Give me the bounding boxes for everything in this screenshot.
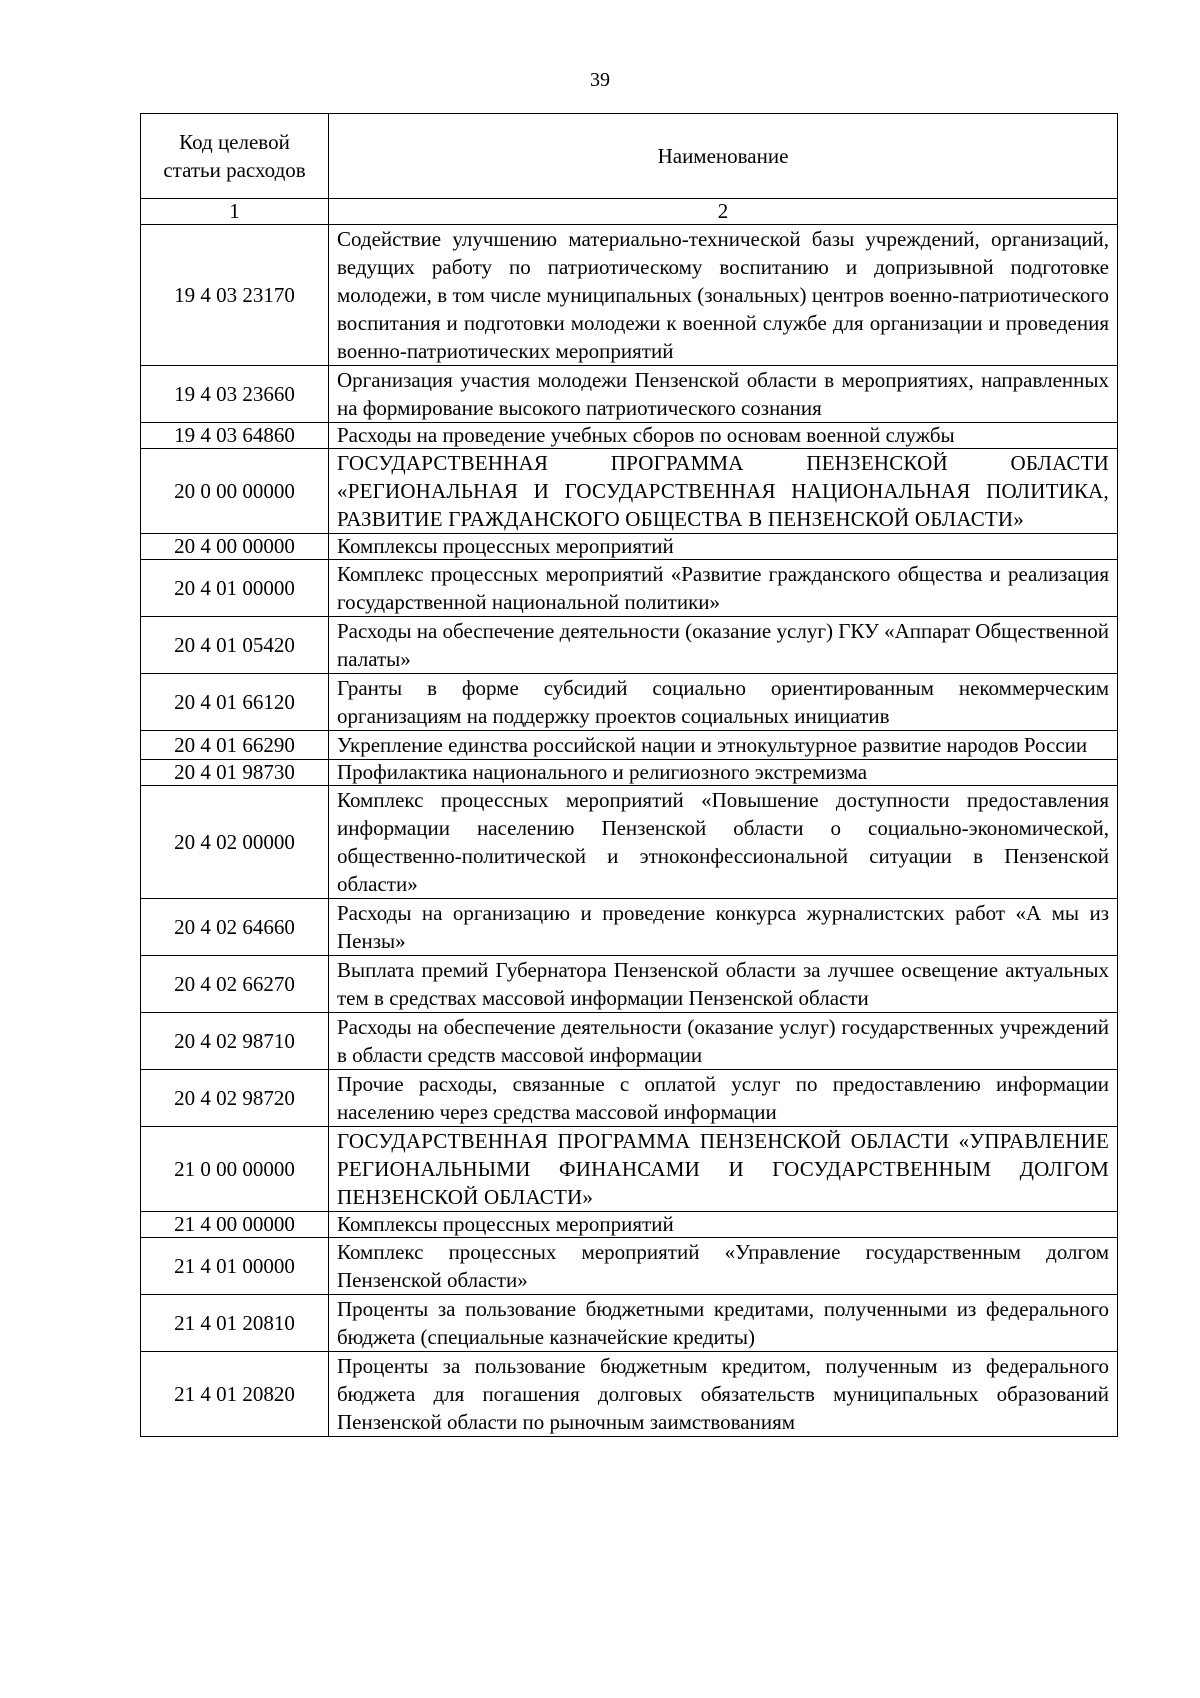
- page-number: 39: [590, 69, 610, 91]
- row-code: 19 4 03 23660: [141, 366, 329, 423]
- table-row: [141, 731, 1118, 760]
- table-header-row: [141, 114, 1118, 199]
- row-code: 20 4 02 66270: [141, 956, 329, 1013]
- row-name: Гранты в форме субсидий социально ориентированным некоммерческим организациям на поддержку проектов социальных инициатив: [329, 674, 1118, 731]
- row-code: 20 0 00 00000: [141, 449, 329, 534]
- row-name: Расходы на обеспечение деятельности (оказание услуг) государственных учреждений в области средств массовой информации: [329, 1013, 1118, 1070]
- row-code: 20 4 01 66290: [141, 731, 329, 760]
- row-code: 20 4 02 64660: [141, 899, 329, 956]
- row-code: 19 4 03 23170: [141, 225, 329, 366]
- table-row: [141, 1295, 1118, 1352]
- row-code: 20 4 02 00000: [141, 786, 329, 899]
- row-code: 20 4 01 05420: [141, 617, 329, 674]
- column-number-row: [141, 199, 1118, 225]
- row-name: Содействие улучшению материально-технической базы учреждений, организаций, ведущих работу по патриотическому воспитанию и допризывной подготовке молодежи, в том числе муниципальных (зональных) центров военно-патриотического воспитания и подготовки молодежи к военной службе для организации и проведения военно-патриотических мероприятий: [329, 225, 1118, 366]
- header-name: Наименование: [329, 114, 1118, 199]
- table-row: [141, 674, 1118, 731]
- table-row: [141, 1013, 1118, 1070]
- column-number-2: 2: [329, 199, 1118, 225]
- table-row: [141, 1238, 1118, 1295]
- table-row: [141, 225, 1118, 366]
- row-name: Комплекс процессных мероприятий «Повышение доступности предоставления информации населению Пензенской области о социально-экономической, общественно-политической и этноконфессиональной ситуации в Пензенской области»: [329, 786, 1118, 899]
- table-row: [141, 956, 1118, 1013]
- row-code: 21 4 01 00000: [141, 1238, 329, 1295]
- row-code: 19 4 03 64860: [141, 423, 329, 449]
- table-row: [141, 899, 1118, 956]
- column-number-1: 1: [141, 199, 329, 225]
- table-row: [141, 1212, 1118, 1238]
- row-code: 20 4 02 98710: [141, 1013, 329, 1070]
- row-code: 21 4 00 00000: [141, 1212, 329, 1238]
- table-row: [141, 1070, 1118, 1127]
- row-code: 20 4 01 00000: [141, 560, 329, 617]
- row-name: Расходы на организацию и проведение конкурса журналистских работ «А мы из Пензы»: [329, 899, 1118, 956]
- row-code: 21 0 00 00000: [141, 1127, 329, 1212]
- row-code: 20 4 02 98720: [141, 1070, 329, 1127]
- row-name: Проценты за пользование бюджетными кредитами, полученными из федерального бюджета (специальные казначейские кредиты): [329, 1295, 1118, 1352]
- row-name: Комплексы процессных мероприятий: [329, 534, 1118, 560]
- table-row: [141, 560, 1118, 617]
- row-name: Расходы на обеспечение деятельности (оказание услуг) ГКУ «Аппарат Общественной палаты»: [329, 617, 1118, 674]
- table-row: [141, 449, 1118, 534]
- table-row: [141, 366, 1118, 423]
- row-name: Организация участия молодежи Пензенской области в мероприятиях, направленных на формирование высокого патриотического сознания: [329, 366, 1118, 423]
- row-name: Прочие расходы, связанные с оплатой услуг по предоставлению информации населению через средства массовой информации: [329, 1070, 1118, 1127]
- row-name: Выплата премий Губернатора Пензенской области за лучшее освещение актуальных тем в средствах массовой информации Пензенской области: [329, 956, 1118, 1013]
- table-row: [141, 1127, 1118, 1212]
- header-code: Код целевой статьи расходов: [141, 114, 329, 199]
- budget-classification-table: [140, 113, 1118, 1437]
- table-row: [141, 534, 1118, 560]
- table-row: [141, 617, 1118, 674]
- row-code: 20 4 01 98730: [141, 760, 329, 786]
- table-row: [141, 760, 1118, 786]
- row-name: Комплекс процессных мероприятий «Управление государственным долгом Пензенской области»: [329, 1238, 1118, 1295]
- table-row: [141, 786, 1118, 899]
- row-code: 20 4 01 66120: [141, 674, 329, 731]
- row-name: ГОСУДАРСТВЕННАЯ ПРОГРАММА ПЕНЗЕНСКОЙ ОБЛАСТИ «РЕГИОНАЛЬНАЯ И ГОСУДАРСТВЕННАЯ НАЦИОНАЛЬНАЯ ПОЛИТИКА, РАЗВИТИЕ ГРАЖДАНСКОГО ОБЩЕСТВА В ПЕНЗЕНСКОЙ ОБЛАСТИ»: [329, 449, 1118, 534]
- row-name: Расходы на проведение учебных сборов по основам военной службы: [329, 423, 1118, 449]
- row-code: 20 4 00 00000: [141, 534, 329, 560]
- table-row: [141, 1352, 1118, 1437]
- row-code: 21 4 01 20820: [141, 1352, 329, 1437]
- row-name: Комплекс процессных мероприятий «Развитие гражданского общества и реализация государственной национальной политики»: [329, 560, 1118, 617]
- row-name: Укрепление единства российской нации и этнокультурное развитие народов России: [329, 731, 1118, 760]
- row-name: Проценты за пользование бюджетным кредитом, полученным из федерального бюджета для погашения долговых обязательств муниципальных образований Пензенской области по рыночным заимствованиям: [329, 1352, 1118, 1437]
- row-code: 21 4 01 20810: [141, 1295, 329, 1352]
- row-name: ГОСУДАРСТВЕННАЯ ПРОГРАММА ПЕНЗЕНСКОЙ ОБЛАСТИ «УПРАВЛЕНИЕ РЕГИОНАЛЬНЫМИ ФИНАНСАМИ И ГОСУДАРСТВЕННЫМ ДОЛГОМ ПЕНЗЕНСКОЙ ОБЛАСТИ»: [329, 1127, 1118, 1212]
- row-name: Профилактика национального и религиозного экстремизма: [329, 760, 1118, 786]
- table-row: [141, 423, 1118, 449]
- row-name: Комплексы процессных мероприятий: [329, 1212, 1118, 1238]
